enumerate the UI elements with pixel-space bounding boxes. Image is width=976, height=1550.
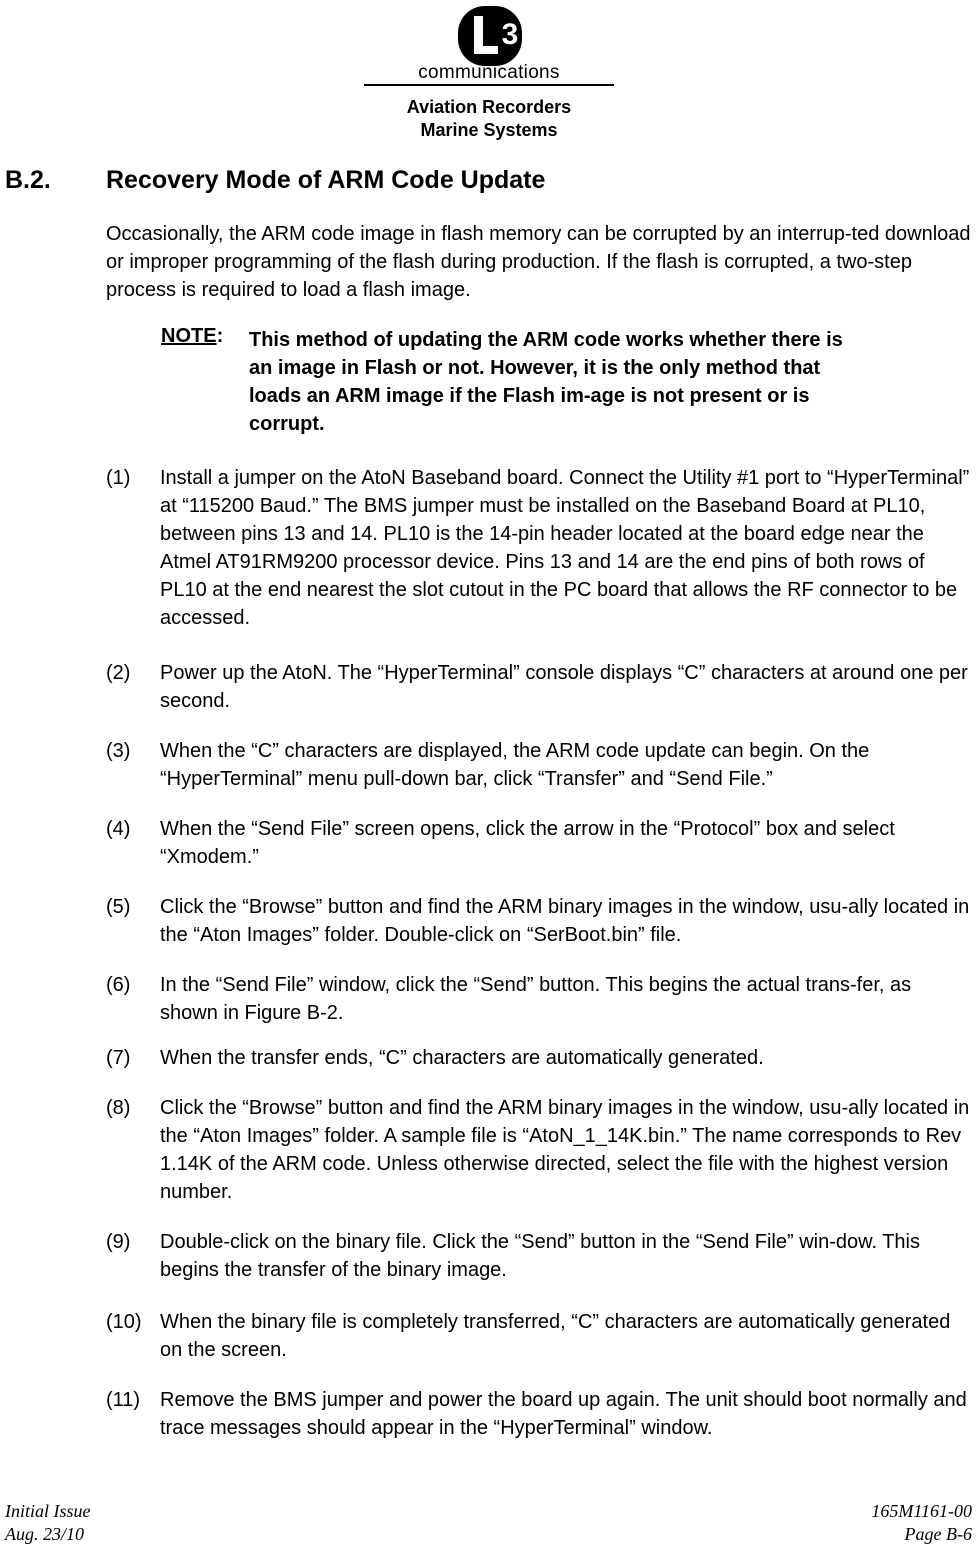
step-number: (1) (106, 467, 131, 489)
footer-date: Aug. 23/10 (5, 1524, 84, 1544)
division-line-2: Marine Systems (420, 120, 558, 140)
step-text: Install a jumper on the AtoN Baseband board. Connect the Utility #1 port to “HyperTerminal” at “115200 Baud.” The BMS jumper must be installed on the Baseband Board at PL10, between pins 13 and 14. PL10 is the 14-pin header located at the board edge near the Atmel AT91RM9200 processor device. Pins 13 and 14 are the end pins of both rows of PL10 at the end nearest the slot cutout in the PC board that allows the RF connector to be accessed. (160, 467, 970, 629)
step-number: (4) (106, 818, 131, 840)
note-label-colon: : (216, 325, 224, 347)
note-label-text: NOTE (161, 325, 217, 347)
step-text: Power up the AtoN. The “HyperTerminal” console displays “C” characters at around one per second. (160, 662, 968, 712)
step-number: (10) (106, 1311, 142, 1333)
step-text: Remove the BMS jumper and power the board up again. The unit should boot normally and trace messages should appear in the “HyperTerminal” window. (160, 1389, 967, 1439)
step-number: (9) (106, 1231, 131, 1253)
step-number: (7) (106, 1047, 131, 1069)
step-number: (11) (106, 1389, 141, 1411)
footer-doc-number: 165M1161-00 (871, 1501, 972, 1521)
step-text: Click the “Browse” button and find the ARM binary images in the window, usu-ally located in the “Aton Images” folder. Double-click on “SerBoot.bin” file. (160, 896, 970, 946)
step-text: When the “C” characters are displayed, the ARM code update can begin. On the “HyperTerminal” menu pull-down bar, click “Transfer” and “Send File.” (160, 740, 870, 790)
step-number: (8) (106, 1097, 131, 1119)
step-text: In the “Send File” window, click the “Send” button. This begins the actual trans-fer, as shown in Figure B-2. (160, 974, 912, 1024)
step-number: (6) (106, 974, 131, 996)
division-line-1: Aviation Recorders (406, 97, 572, 117)
svg-text:3: 3 (501, 18, 519, 51)
step-number: (5) (106, 896, 131, 918)
footer-page-number: Page B-6 (904, 1524, 972, 1544)
company-name: communications (418, 62, 560, 83)
section-title: Recovery Mode of ARM Code Update (106, 166, 546, 194)
section-number: B.2. (5, 166, 51, 194)
step-text: When the transfer ends, “C” characters are automatically generated. (160, 1047, 764, 1069)
note-label (161, 325, 223, 348)
note-text: This method of updating the ARM code works whether there is an image in Flash or not. However, it is the only method that loads an ARM image if the Flash im-age is not present or is corrupt. (249, 329, 843, 435)
step-number: (2) (106, 662, 131, 684)
step-text: Double-click on the binary file. Click the “Send” button in the “Send File” win-dow. This begins the transfer of the binary image. (160, 1231, 920, 1281)
header-divider (364, 84, 614, 86)
step-text: When the binary file is completely transferred, “C” characters are automatically generated on the screen. (160, 1311, 951, 1361)
footer-issue: Initial Issue (5, 1501, 91, 1521)
step-text: Click the “Browse” button and find the ARM binary images in the window, usu-ally located in the “Aton Images” folder. A sample file is “AtoN_1_14K.bin.” The name corresponds to Rev 1.14K of the ARM code. Unless otherwise directed, select the file with the highest version number. (160, 1097, 970, 1203)
intro-paragraph: Occasionally, the ARM code image in flash memory can be corrupted by an interrup-ted download or improper programming of the flash during production. If the flash is corrupted, a two-step process is required to load a flash image. (106, 223, 971, 301)
step-text: When the “Send File” screen opens, click the arrow in the “Protocol” box and select “Xmodem.” (160, 818, 895, 868)
step-number: (3) (106, 740, 131, 762)
